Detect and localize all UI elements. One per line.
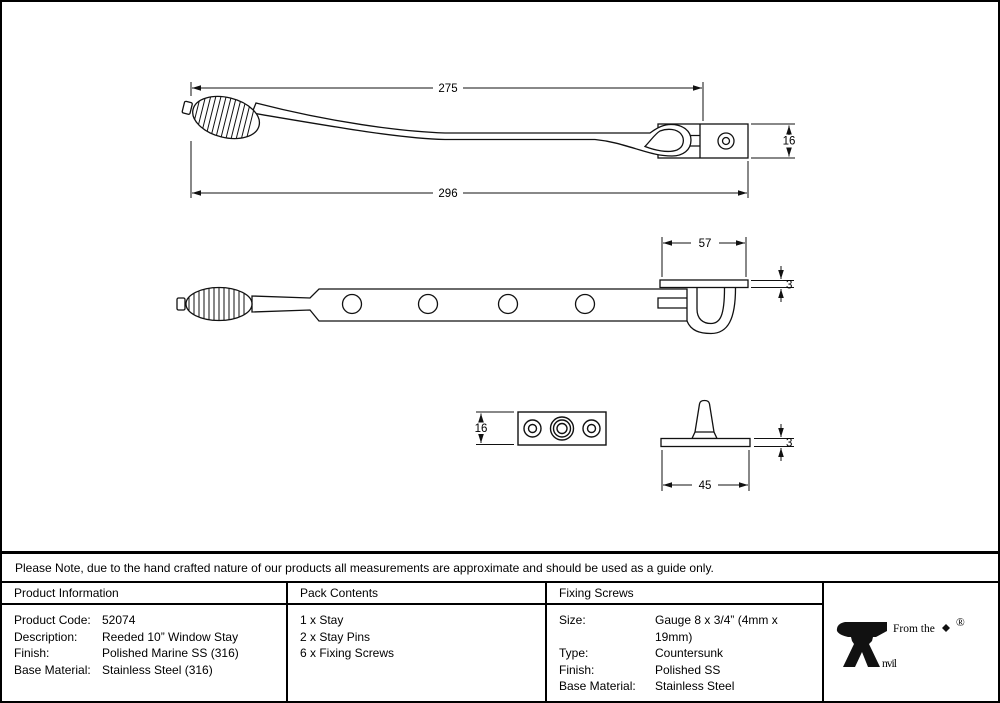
row-key: Finish: — [14, 646, 50, 660]
product-row — [14, 662, 276, 679]
header-pack-contents: Pack Contents — [286, 583, 545, 605]
row-value: Stainless Steel — [655, 679, 735, 693]
row-value: Polished Marine SS (316) — [102, 646, 239, 660]
diamond-icon — [942, 624, 950, 632]
row-value: Countersunk — [655, 646, 724, 660]
row-key: Type: — [559, 646, 589, 660]
product-info-table — [2, 581, 998, 701]
row-key: Base Material: — [14, 662, 91, 677]
row-key: Base Material: — [559, 679, 636, 693]
reeded-handle-plan — [177, 288, 252, 321]
screw-row — [559, 612, 812, 645]
logo-name-rest: nvil — [882, 658, 896, 670]
product-row — [14, 645, 276, 662]
dim-label-3-pin: 3 — [786, 437, 793, 450]
row-value: Gauge 8 x 3/4” (4mm x 19mm) — [655, 613, 778, 644]
pack-item: 2 x Stay Pins — [300, 629, 371, 644]
note-text: Please Note, due to the hand crafted nature of our products all measurements are approximate and should be used as a guide only. — [15, 560, 714, 575]
technical-drawing-area — [2, 2, 998, 551]
dim-label-275: 275 — [438, 83, 458, 95]
registered-mark: ® — [956, 617, 965, 629]
fixing-screws-cell — [545, 605, 822, 701]
screw-row — [559, 678, 812, 695]
technical-drawing-svg — [2, 2, 998, 551]
product-row — [14, 612, 276, 629]
drawing-keep-plate — [518, 412, 606, 445]
from-the-anvil-logo — [835, 611, 987, 673]
dim-label-3-plate: 3 — [786, 279, 793, 292]
pack-contents-cell — [286, 605, 545, 701]
screw-row — [559, 645, 812, 662]
row-key: Product Code: — [14, 613, 91, 627]
drawing-side-view — [179, 87, 748, 158]
dim-label-45: 45 — [698, 480, 712, 492]
product-row — [14, 629, 276, 646]
logo-from-the: From the — [893, 623, 935, 635]
measurement-note — [2, 551, 998, 581]
dim-label-296: 296 — [438, 188, 458, 200]
row-key: Description: — [14, 629, 78, 644]
product-information-cell — [2, 605, 286, 701]
brand-logo-cell — [822, 583, 998, 701]
header-fixing-screws: Fixing Screws — [545, 583, 822, 605]
row-key: Size: — [559, 613, 586, 627]
row-value: Stainless Steel (316) — [102, 662, 213, 677]
dim-label-16-keep: 16 — [474, 423, 488, 435]
drawing-stay-pin — [661, 401, 750, 447]
row-value: Polished SS — [655, 662, 721, 677]
row-value: Reeded 10” Window Stay — [102, 629, 239, 644]
screw-row — [559, 662, 812, 679]
header-product-information: Product Information — [2, 583, 286, 605]
dim-label-16-bracket: 16 — [782, 135, 796, 148]
pack-item: 1 x Stay — [300, 613, 344, 627]
dim-label-57: 57 — [698, 238, 712, 250]
row-value: 52074 — [102, 613, 136, 627]
row-key: Finish: — [559, 662, 595, 677]
pack-item: 6 x Fixing Screws — [300, 646, 395, 660]
drawing-plan-view — [177, 280, 748, 334]
reeded-handle-side — [179, 87, 264, 145]
